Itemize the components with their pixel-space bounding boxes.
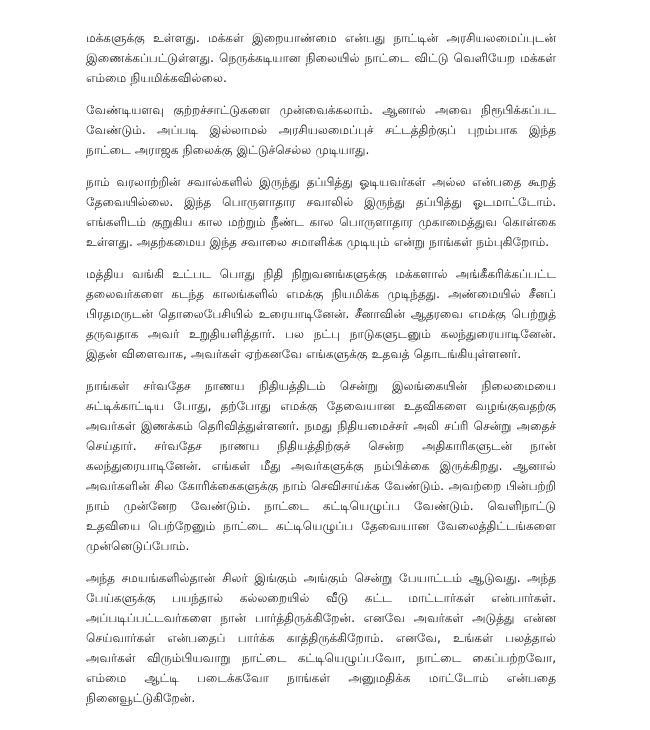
paragraph-2: வேண்டியளவு குற்றச்சாட்டுகளை முன்வைக்கலாம். ஆனால் அவை நிரூபிக்கப்பட வேண்டும். அப்படி இல்லாமல் அரசியலமைப்புச் சட்டத்திற்குப் புறம்பாக இந்த நாட்டை அராஜக நிலைக்கு இட்டுச்செல்ல முடியாது. bbox=[86, 103, 556, 157]
paragraph-3: நாம் வரலாற்றின் சவால்களில் இருந்து தப்பித்து ஓடியவர்கள் அல்ல என்பதை கூறத் தேவையில்லை. இந்த பொருளாதார சவாலில் இருந்து தப்பித்து ஓடமாட்டோம். எங்களிடம் குறுகிய கால மற்றும் நீண்ட கால பொருளாதார முகாமைத்துவ கொள்கை உள்ளது. அதற்கமைய இந்த சவாலை சமாளிக்க முடியும் என்று நாங்கள் நம்புகிறோம். bbox=[86, 175, 556, 249]
document-body bbox=[86, 28, 556, 720]
paragraph-4: மத்திய வங்கி உட்பட பொது நிதி நிறுவனங்களுக்கு மக்களால் அங்கீகரிக்கப்பட்ட தலைவர்களை கடந்த காலங்களில் எமக்கு நியமிக்க முடிந்தது. அண்மையில் சீனப் பிரதமருடன் தொலைபேசியில் உரையாடினேன். சீனாவின் ஆதரவை எமக்கு பெற்றுத் தருவதாக அவர் உறுதியளித்தார். பல நட்பு நாடுகளுடனும் கலந்துரையாடினேன். இதன் விளைவாக, அவர்கள் ஏற்கனவே எங்களுக்கு உதவத் தொடங்கியுள்ளனர். bbox=[86, 267, 556, 361]
paragraph-5: நாங்கள் சர்வதேச நாணய நிதியத்திடம் சென்று இலங்கையின் நிலைமையை சுட்டிக்காட்டிய போது, தற்போது எமக்கு தேவையான உதவிகளை வழங்குவதற்கு அவர்கள் இணக்கம் தெரிவித்துள்ளனர். நமது நிதியமைச்சர் அலி சப்ரி சென்று அதைச் செய்தார். சர்வதேச நாணய நிதியத்திற்குச் சென்ற அதிகாரிகளுடன் நான் கலந்துரையாடினேன். எங்கள் மீது அவர்களுக்கு நம்பிக்கை இருக்கிறது. ஆனால் அவர்களின் சில கோரிக்கைகளுக்கு நாம் செவிசாய்க்க வேண்டும். அவற்றை பின்பற்றி நாம் முன்னேற வேண்டும். நாட்டை கட்டியெழுப்ப வேண்டும். வெளிநாட்டு உதவியை பெற்றேனும் நாட்டை கட்டியெழுப்ப தேவையான வேலைத்திட்டங்களை முன்னெடுப்போம். bbox=[86, 379, 556, 553]
paragraph-1: மக்களுக்கு உள்ளது. மக்கள் இறையாண்மை என்பது நாட்டின் அரசியலமைப்புடன் இணைக்கப்பட்டுள்ளது. நெருக்கடியான நிலையில் நாட்டை விட்டு வெளியேற மக்கள் எம்மை நியமிக்கவில்லை. bbox=[86, 31, 556, 85]
paragraph-6: அந்த சமயங்களில்தான் சிலர் இங்கும் அங்கும் சென்று பேயாட்டம் ஆடுவது. அந்த பேய்களுக்கு பயந்தால் கல்லறையில் வீடு கட்ட மாட்டார்கள் என்பார்கள். அப்படிப்பட்டவர்களை நான் பார்த்திருக்கிறேன். எனவே அவர்கள் அடுத்து என்ன செய்வார்கள் என்பதைப் பார்க்க காத்திருக்கிறோம். எனவே, உங்கள் பலத்தால் அவர்கள் விரும்பியவாறு நாட்டை கட்டியெழுப்பவோ, நாட்டை கைப்பற்றவோ, எம்மை ஆட்டி படைக்கவோ நாங்கள் அனுமதிக்க மாட்டோம் என்பதை நினைவூட்டுகிறேன். bbox=[86, 571, 556, 705]
